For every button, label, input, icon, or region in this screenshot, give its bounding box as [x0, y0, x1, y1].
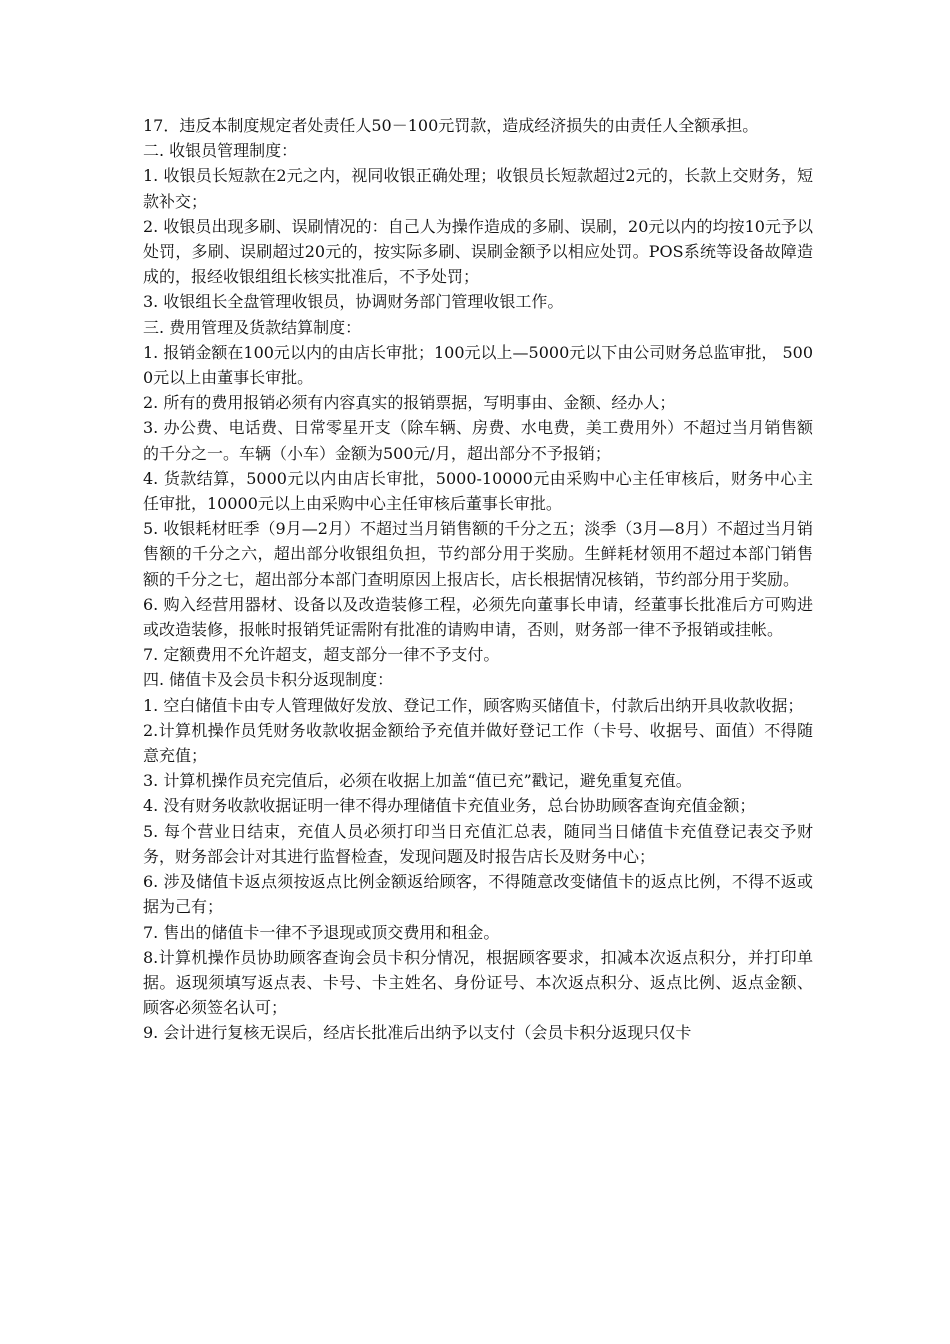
document-body — [143, 113, 813, 1046]
expense-rule-4: 4. 货款结算，5000元以内由店长审批，5000-10000元由采购中心主任审核后，财务中心主任审批，10000元以上由采购中心主任审核后董事长审批。 — [143, 468, 813, 514]
card-rule-8: 8.计算机操作员协助顾客查询会员卡积分情况，根据顾客要求，扣减本次返点积分，并打印单据。返现须填写返点表、卡号、卡主姓名、身份证号、本次返点积分、返点比例、返点金额、顾客必须签名认可； — [143, 947, 813, 1018]
expense-rule-2: 2. 所有的费用报销必须有内容真实的报销票据，写明事由、金额、经办人； — [143, 393, 676, 413]
expense-rule-1: 1. 报销金额在100元以内的由店长审批；100元以上—5000元以下由公司财务总监审批， 5000元以上由董事长审批。 — [143, 342, 813, 388]
card-rule-2: 2.计算机操作员凭财务收款收据金额给予充值并做好登记工作（卡号、收据号、面值）不得随意充值； — [143, 720, 813, 766]
section-heading-stored-value: 四. 储值卡及会员卡积分返现制度： — [143, 670, 394, 690]
section-heading-cashier: 二. 收银员管理制度： — [143, 141, 298, 161]
cashier-rule-1: 1. 收银员长短款在2元之内，视同收银正确处理；收银员长短款超过2元的，长款上交财务，短款补交； — [143, 166, 813, 211]
card-rule-9: 9. 会计进行复核无误后，经店长批准后出纳予以支付（会员卡积分返现只仅卡 — [143, 1023, 692, 1043]
cashier-rule-2: 2. 收银员出现多刷、误刷情况的：自己人为操作造成的多刷、误刷，20元以内的均按10元予以处罚，多刷、误刷超过20元的，按实际多刷、误刷金额予以相应处罚。POS系统等设备故障造成的，报经收银组组长核实批准后，不予处罚； — [143, 216, 813, 287]
cashier-rule-3: 3. 收银组长全盘管理收银员，协调财务部门管理收银工作。 — [143, 292, 564, 312]
expense-rule-3: 3. 办公费、电话费、日常零星开支（除车辆、房费、水电费，美工费用外）不超过当月销售额的千分之一。车辆（小车）金额为500元/月，超出部分不予报销； — [143, 418, 813, 463]
card-rule-1: 1. 空白储值卡由专人管理做好发放、登记工作，顾客购买储值卡，付款后出纳开具收款收据； — [143, 695, 804, 715]
section-heading-expenses: 三. 费用管理及货款结算制度： — [143, 317, 362, 337]
expense-rule-7: 7. 定额费用不允许超支，超支部分一律不予支付。 — [143, 645, 500, 665]
card-rule-3: 3. 计算机操作员充完值后，必须在收据上加盖“值已充”戳记，避免重复充值。 — [143, 771, 692, 791]
expense-rule-6: 6. 购入经营用器材、设备以及改造装修工程，必须先向董事长申请，经董事长批准后方可购进或改造装修，报帐时报销凭证需附有批准的请购申请，否则，财务部一律不予报销或挂帐。 — [143, 594, 813, 640]
rule-17-penalty: 17．违反本制度规定者处责任人50－100元罚款，造成经济损失的由责任人全额承担。 — [143, 116, 759, 135]
card-rule-5: 5. 每个营业日结束，充值人员必须打印当日充值汇总表，随同当日储值卡充值登记表交予财务，财务部会计对其进行监督检查，发现问题及时报告店长及财务中心； — [143, 821, 813, 866]
card-rule-7: 7. 售出的储值卡一律不予退现或顶交费用和租金。 — [143, 922, 500, 942]
card-rule-6: 6. 涉及储值卡返点须按返点比例金额返给顾客，不得随意改变储值卡的返点比例，不得不返或据为己有； — [143, 872, 813, 917]
expense-rule-5: 5. 收银耗材旺季（9月—2月）不超过当月销售额的千分之五；淡季（3月—8月）不超过当月销售额的千分之六，超出部分收银组负担，节约部分用于奖励。生鲜耗材领用不超过本部门销售额的千分之七，超出部分本部门查明原因上报店长，店长根据情况核销，节约部分用于奖励。 — [143, 519, 813, 589]
card-rule-4: 4. 没有财务收款收据证明一律不得办理储值卡充值业务，总台协助顾客查询充值金额； — [143, 796, 756, 816]
